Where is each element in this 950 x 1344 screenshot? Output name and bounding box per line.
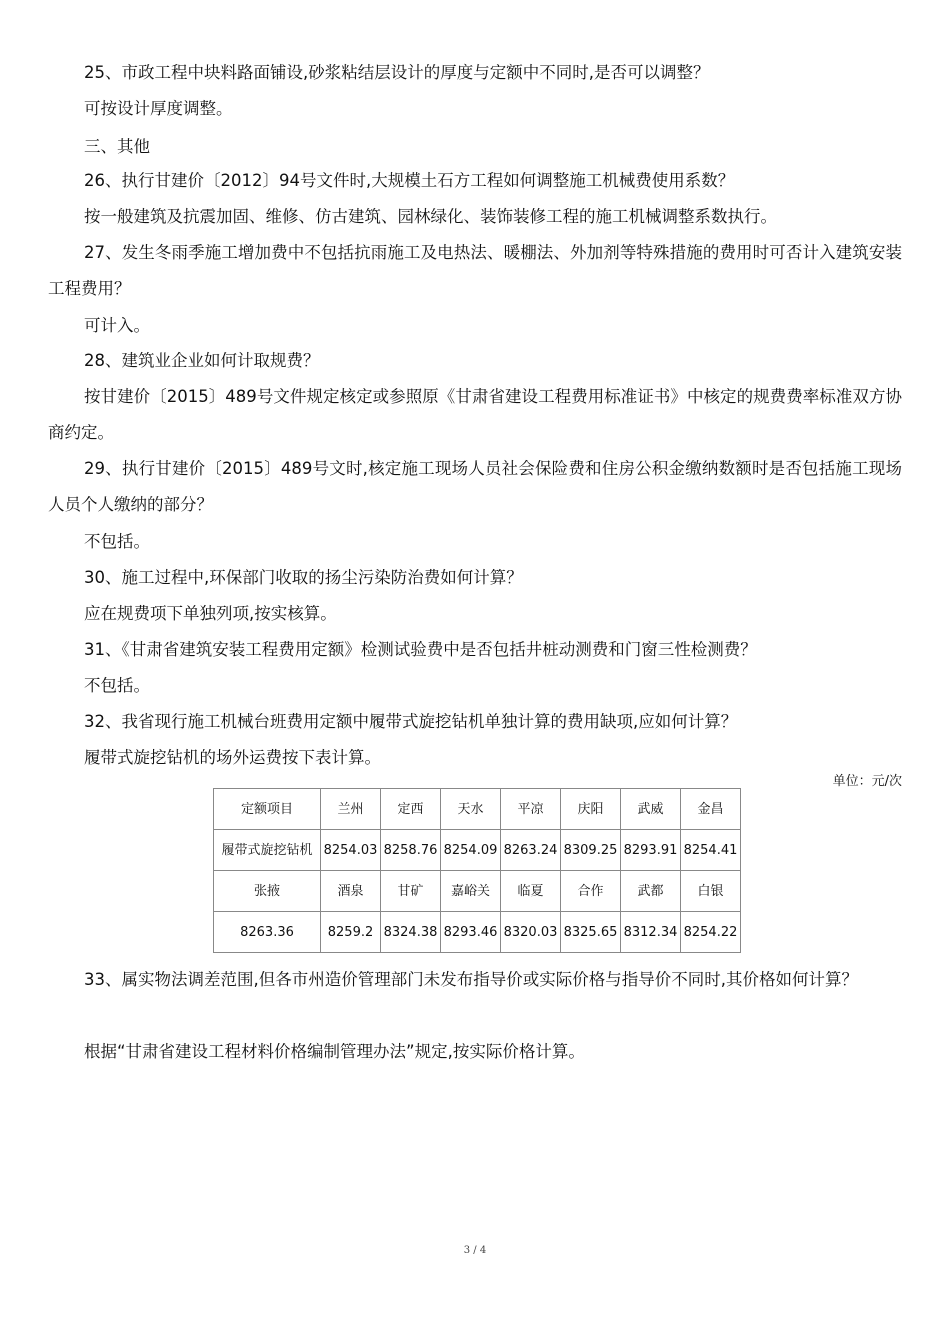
table-cell: 白银 xyxy=(681,871,741,912)
section-heading: 三、其他 xyxy=(84,137,150,156)
paragraph: 29、执行甘建价〔2015〕489号文时,核定施工现场人员社会保险费和住房公积金缴纳数额时是否包括施工现场人员个人缴纳的部分？ xyxy=(48,459,902,514)
table-cell: 8312.34 xyxy=(621,912,681,953)
paragraph: 可按设计厚度调整。 xyxy=(84,99,233,118)
unit-label: 单位：元/次 xyxy=(832,774,902,789)
table-cell: 金昌 xyxy=(681,789,741,830)
paragraph: 应在规费项下单独列项,按实核算。 xyxy=(84,604,337,623)
table-cell: 兰州 xyxy=(321,789,381,830)
table-cell: 8293.46 xyxy=(441,912,501,953)
paragraph: 按一般建筑及抗震加固、维修、仿古建筑、园林绿化、装饰装修工程的施工机械调整系数执行。 xyxy=(84,207,777,226)
paragraph: 32、我省现行施工机械台班费用定额中履带式旋挖钻机单独计算的费用缺项,应如何计算？ xyxy=(84,712,738,731)
table-cell: 8293.91 xyxy=(621,830,681,871)
table-cell: 定额项目 xyxy=(214,789,321,830)
table-cell: 武都 xyxy=(621,871,681,912)
paragraph: 28、建筑业企业如何计取规费？ xyxy=(84,351,320,370)
table-cell: 8254.09 xyxy=(441,830,501,871)
transport-fee-table xyxy=(213,788,741,953)
page-number: 3 / 4 xyxy=(463,1245,487,1256)
paragraph: 不包括。 xyxy=(84,676,150,695)
paragraph: 26、执行甘建价〔2012〕94号文件时,大规模土石方工程如何调整施工机械费使用系数？ xyxy=(84,171,735,190)
table-cell: 天水 xyxy=(441,789,501,830)
table-cell: 8254.41 xyxy=(681,830,741,871)
table-cell: 8324.38 xyxy=(381,912,441,953)
paragraph: 根据“甘肃省建设工程材料价格编制管理办法”规定,按实际价格计算。 xyxy=(84,1042,585,1061)
paragraph: 可计入。 xyxy=(84,316,150,335)
table-cell: 8263.24 xyxy=(501,830,561,871)
table-cell: 8263.36 xyxy=(214,912,321,953)
table-cell: 酒泉 xyxy=(321,871,381,912)
table-cell: 庆阳 xyxy=(561,789,621,830)
table-row xyxy=(214,871,741,912)
table-row xyxy=(214,830,741,871)
table-cell: 定西 xyxy=(381,789,441,830)
table-cell: 8254.22 xyxy=(681,912,741,953)
table-cell: 张掖 xyxy=(214,871,321,912)
paragraph: 33、属实物法调差范围,但各市州造价管理部门未发布指导价或实际价格与指导价不同时,其价格如何计算？ xyxy=(84,970,858,989)
table-cell: 嘉峪关 xyxy=(441,871,501,912)
paragraph: 按甘建价〔2015〕489号文件规定核定或参照原《甘肃省建设工程费用标准证书》中核定的规费费率标准双方协商约定。 xyxy=(48,387,902,442)
table-cell: 履带式旋挖钻机 xyxy=(214,830,321,871)
table-cell: 8259.2 xyxy=(321,912,381,953)
paragraph: 30、施工过程中,环保部门收取的扬尘污染防治费如何计算？ xyxy=(84,568,523,587)
paragraph: 31、《甘肃省建筑安装工程费用定额》检测试验费中是否包括井桩动测费和门窗三性检测费？ xyxy=(84,640,757,659)
table-cell: 平凉 xyxy=(501,789,561,830)
table-row xyxy=(214,912,741,953)
paragraph: 履带式旋挖钻机的场外运费按下表计算。 xyxy=(84,748,381,767)
table-row xyxy=(214,789,741,830)
table-cell: 8309.25 xyxy=(561,830,621,871)
table-cell: 临夏 xyxy=(501,871,561,912)
table-cell: 8254.03 xyxy=(321,830,381,871)
paragraph: 不包括。 xyxy=(84,532,150,551)
table-cell: 8325.65 xyxy=(561,912,621,953)
table-cell: 合作 xyxy=(561,871,621,912)
table-cell: 8258.76 xyxy=(381,830,441,871)
table-cell: 武威 xyxy=(621,789,681,830)
table-cell: 甘矿 xyxy=(381,871,441,912)
table-cell: 8320.03 xyxy=(501,912,561,953)
paragraph: 25、市政工程中块料路面铺设,砂浆粘结层设计的厚度与定额中不同时,是否可以调整？ xyxy=(84,63,710,82)
paragraph: 27、发生冬雨季施工增加费中不包括抗雨施工及电热法、暖棚法、外加剂等特殊措施的费用时可否计入建筑安装工程费用？ xyxy=(48,243,902,298)
